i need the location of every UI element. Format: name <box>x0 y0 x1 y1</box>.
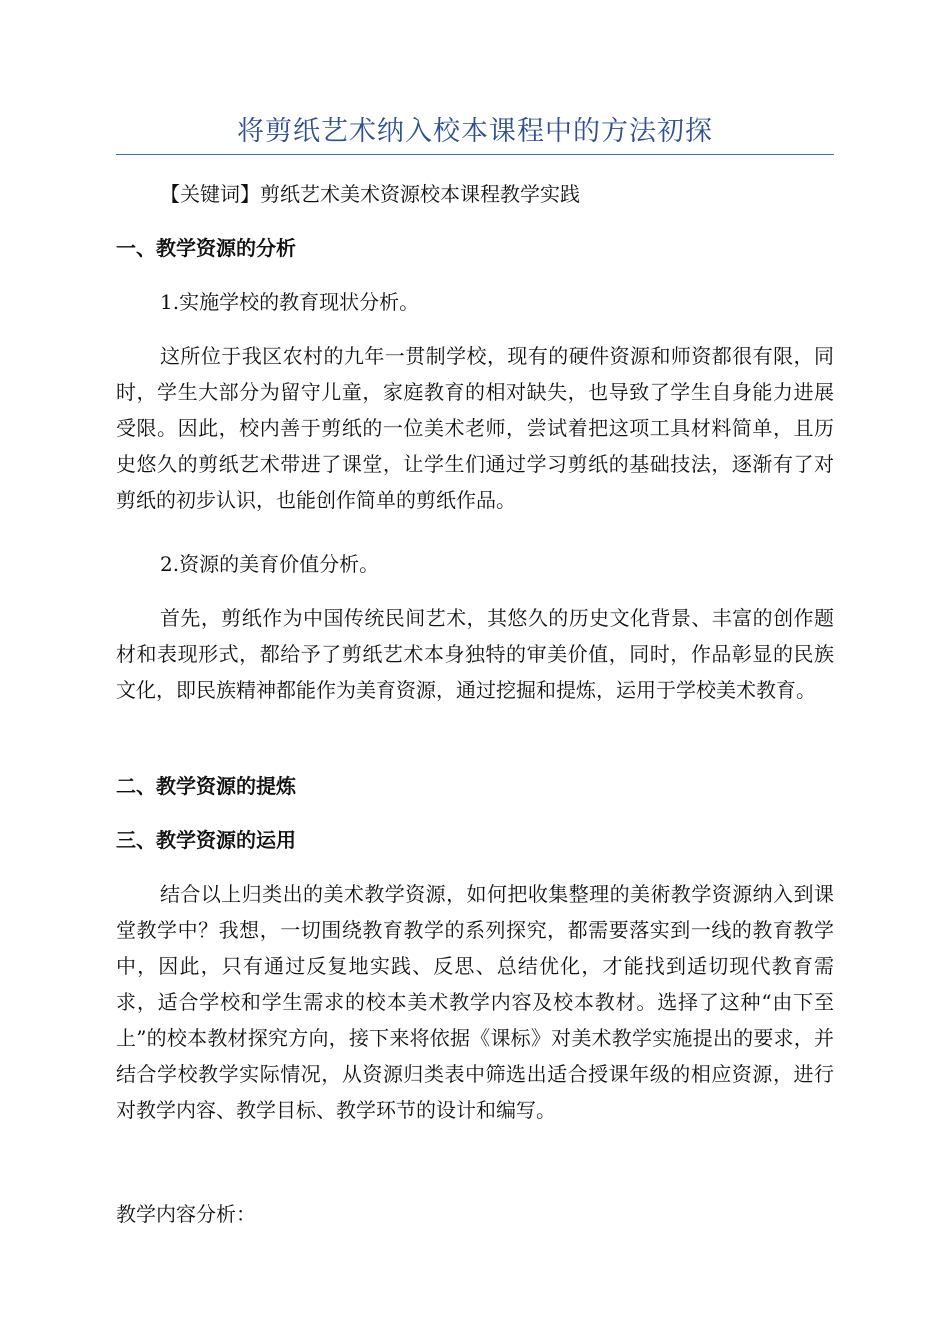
section-heading-application: 三、教学资源的运用 <box>116 828 296 852</box>
paragraph-aesthetic-value: 首先，剪纸作为中国传统民间艺术，其悠久的历史文化背景、丰富的创作题材和表现形式，都给予了剪纸艺术本身独特的审美价值，同时，作品彰显的民族文化，即民族精神都能作为美育资源，通过挖掘和提炼，运用于学校美术教育。 <box>116 606 834 702</box>
document-title: 将剪纸艺术纳入校本课程中的方法初探 <box>237 116 713 147</box>
title-underline <box>116 154 834 155</box>
subheading-school-status: 1.实施学校的教育现状分析。 <box>160 290 420 314</box>
paragraph-application: 结合以上归类出的美术教学资源，如何把收集整理的美術教学资源纳入到课堂教学中？我想，一切围绕教育教学的系列探究，都需要落实到一线的教育教学中，因此，只有通过反复地实践、反思、总结优化，才能找到适切现代教育需求，适合学校和学生需求的校本美术教学内容及校本教材。选择了这种“由下至上”的校本教材探究方向，接下来将依据《课标》对美术教学实施提出的要求，并结合学校教学实际情况，从资源归类表中筛选出适合授课年级的相应资源，进行对教学内容、教学目标、教学环节的设计和编写。 <box>116 882 834 1122</box>
subheading-aesthetic-value: 2.资源的美育价值分析。 <box>160 552 380 576</box>
section-heading-analysis: 一、教学资源的分析 <box>116 236 296 260</box>
paragraph-school-status: 这所位于我区农村的九年一贯制学校，现有的硬件资源和师资都很有限，同时，学生大部分为留守儿童，家庭教育的相对缺失，也导致了学生自身能力进展受限。因此，校内善于剪纸的一位美术老师，尝试着把这项工具材料简单，且历史悠久的剪纸艺术带进了课堂，让学生们通过学习剪纸的基础技法，逐渐有了对剪纸的初步认识，也能创作简单的剪纸作品。 <box>116 344 834 512</box>
content-analysis-label: 教学内容分析： <box>116 1202 256 1226</box>
keywords-line: 【关键词】剪纸艺术美术资源校本课程教学实践 <box>160 182 580 206</box>
section-heading-refinement: 二、教学资源的提炼 <box>116 774 296 798</box>
